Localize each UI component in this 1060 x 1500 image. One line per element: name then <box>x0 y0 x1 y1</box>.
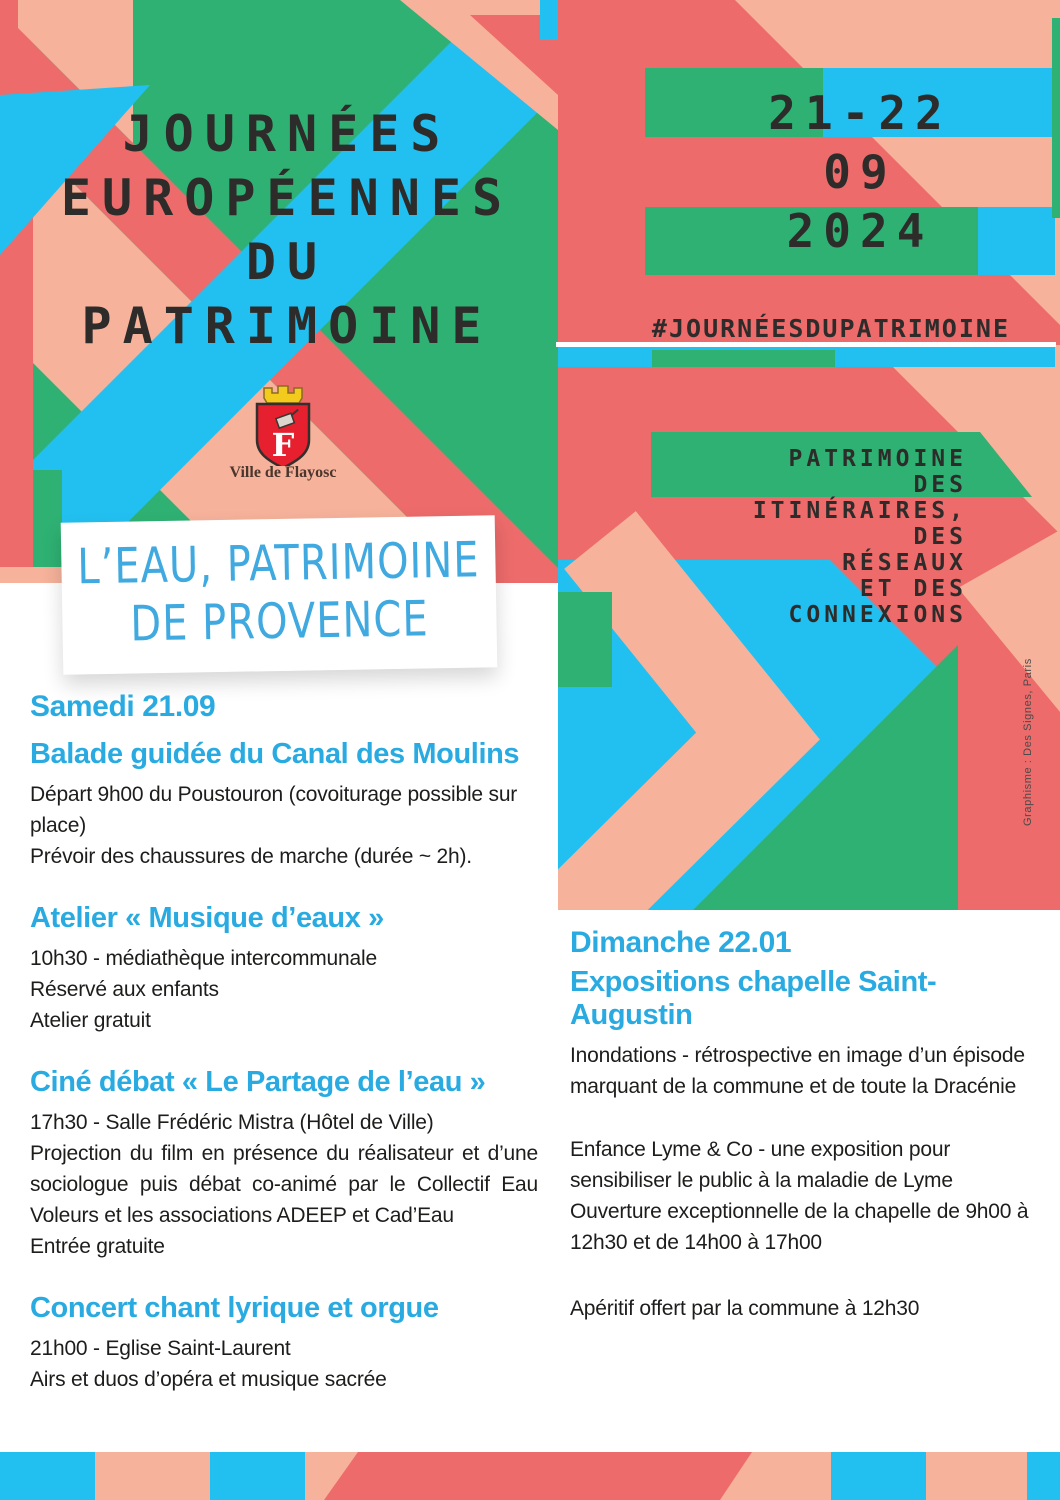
event-date-line: 2024 <box>786 204 934 258</box>
sunday-program <box>570 926 1046 1324</box>
theme-text: PATRIMOINE DES ITINÉRAIRES, DES RÉSEAUX ET DES CONNEXIONS <box>752 446 967 628</box>
background-bottom-stripes <box>0 1452 1060 1500</box>
saturday-program <box>30 690 538 1425</box>
sunday-paragraph: Apéritif offert par la commune à 12h30 <box>570 1297 920 1320</box>
crest-initial: F <box>271 426 295 464</box>
design-credit: Graphisme : Des Signes, Paris <box>1022 658 1034 826</box>
sunday-paragraph: Inondations - rétrospective en image d’un épisode marquant de la commune et de toute la Dracénie <box>570 1044 1025 1098</box>
event-balade: Balade guidée du Canal des Moulins Départ 9h00 du Poustouron (covoiturage possible sur place) Prévoir des chaussures de marche (durée ~ 2h). <box>30 738 520 868</box>
poster-title-line: EUROPÉENNES <box>60 169 514 227</box>
event-atelier: Atelier « Musique d’eaux » 10h30 - médiathèque intercommunale Réservé aux enfants Atelier gratuit <box>30 902 384 1032</box>
event-date-line: 21-22 <box>768 86 952 140</box>
theme-banner <box>61 515 498 675</box>
event-dates <box>660 84 1060 261</box>
poster-title-line: DU <box>245 233 329 291</box>
event-date-line: 09 <box>823 145 897 199</box>
theme-banner-line: DE PROVENCE <box>129 591 430 653</box>
sunday-day-title: Dimanche 22.01 <box>570 926 792 959</box>
crest-caption: Ville de Flayosc <box>229 464 337 481</box>
hashtag: #JOURNÉESDUPATRIMOINE <box>651 314 1010 343</box>
event-concert: Concert chant lyrique et orgue 21h00 - Eglise Saint-Laurent Airs et duos d’opéra et musique sacrée <box>30 1292 439 1391</box>
crest-crown-icon <box>264 386 302 403</box>
poster-title-line: PATRIMOINE <box>81 297 493 355</box>
sunday-event-title: Expositions chapelle Saint-Augustin <box>570 966 937 1031</box>
sunday-paragraph: Enfance Lyme & Co - une exposition pour sensibiliser le public à la maladie de Lyme <box>570 1138 953 1192</box>
theme-banner-line: L’EAU, PATRIMOINE <box>76 532 481 596</box>
saturday-day-title: Samedi 21.09 <box>30 690 216 723</box>
event-cine-debat: Ciné débat « Le Partage de l’eau » 17h30 - Salle Frédéric Mistra (Hôtel de Ville) Projection du film en présence du réalisateur et d’une sociologue puis débat co-animé par le Collectif Eau Voleurs et les associations ADEEP et Cad’Eau Entrée gratuite <box>30 1066 538 1258</box>
sunday-paragraph: Ouverture exceptionnelle de la chapelle de 9h00 à 12h30 et de 14h00 à 17h00 <box>570 1200 1029 1254</box>
flayosc-crest-icon <box>233 382 333 466</box>
poster-title-line: JOURNÉES <box>122 105 452 163</box>
